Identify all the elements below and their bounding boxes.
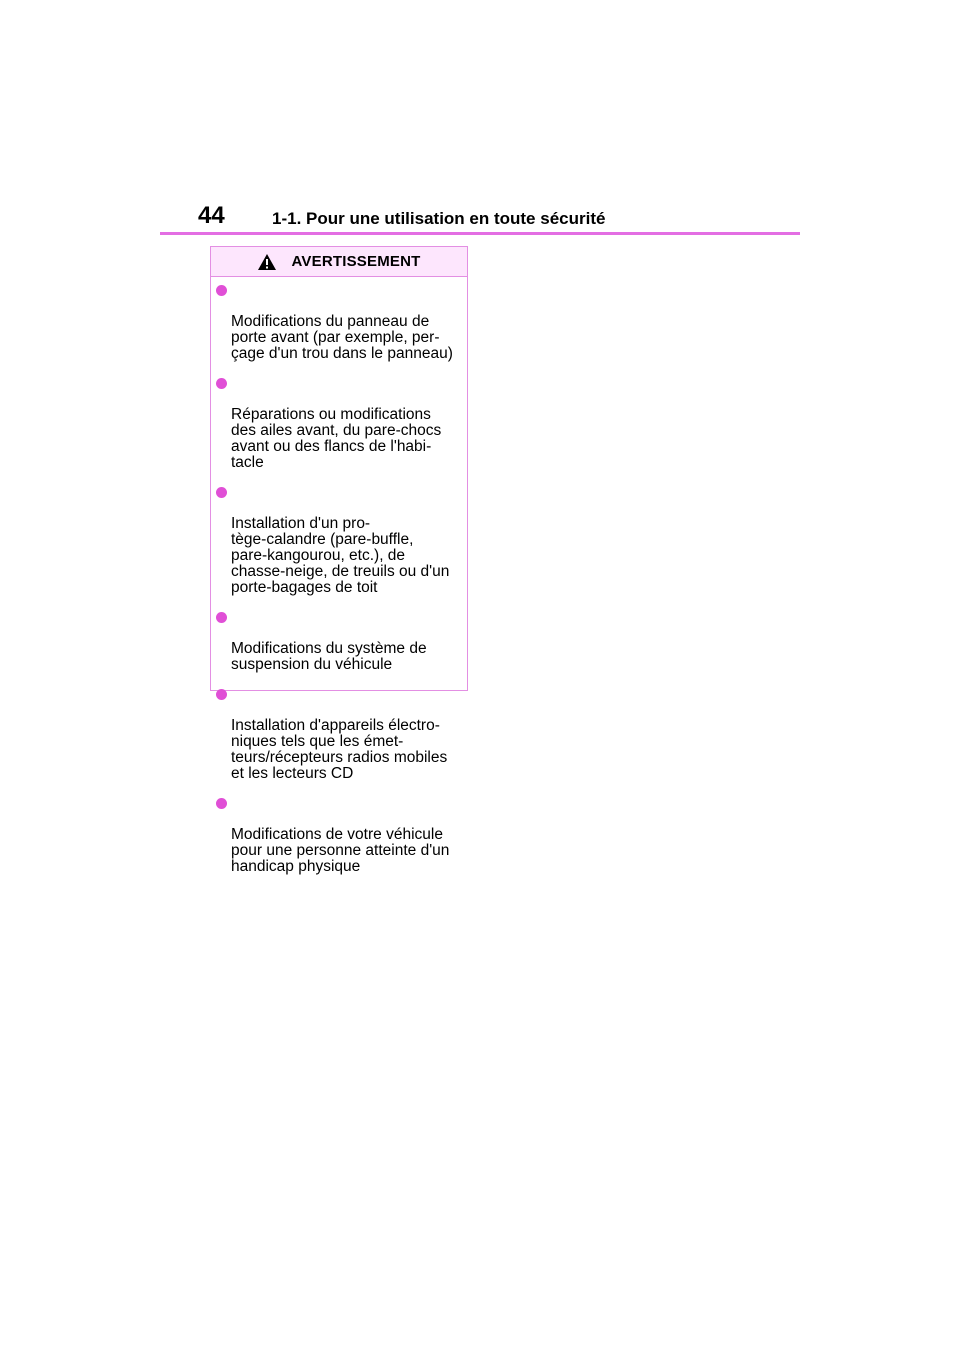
warning-list-item [213,484,467,596]
warning-box [210,246,468,875]
bullet-icon [216,285,227,296]
bullet-icon [216,798,227,809]
header-rule [160,232,800,235]
warning-triangle-icon [257,253,277,271]
warning-item-text: Installation d'appareils électro- niques tels que les émet- teurs/récepteurs radios mobiles et les lecteurs CD [231,717,448,782]
warning-list-item [213,609,467,673]
warning-list-item [213,375,467,471]
warning-list-item [213,795,467,875]
bullet-icon [216,612,227,623]
warning-item-text: Installation d'un pro- tège-calandre (pare-buffle, pare-kangourou, etc.), de chasse-neige, de treuils ou d'un porte-bagages de toit [231,515,450,596]
warning-header [211,247,467,277]
warning-item-text: Modifications de votre véhicule pour une personne atteinte d'un handicap physique [231,826,450,875]
warning-list-item [213,282,467,362]
warning-item-text: Modifications du panneau de porte avant (par exemple, per- çage d'un trou dans le panneau) [231,313,453,362]
page-number: 44 [198,202,225,229]
warning-item-text: Modifications du système de suspension du véhicule [231,640,427,673]
section-title: 1-1. Pour une utilisation en toute sécurité [272,209,606,228]
bullet-icon [216,487,227,498]
warning-list-item [213,686,467,782]
warning-item-text: Réparations ou modifications des ailes avant, du pare-chocs avant ou des flancs de l'habi- tacle [231,406,442,471]
warning-list [211,277,467,875]
bullet-icon [216,378,227,389]
page-header [160,200,800,236]
bullet-icon [216,689,227,700]
warning-title: AVERTISSEMENT [291,253,421,270]
